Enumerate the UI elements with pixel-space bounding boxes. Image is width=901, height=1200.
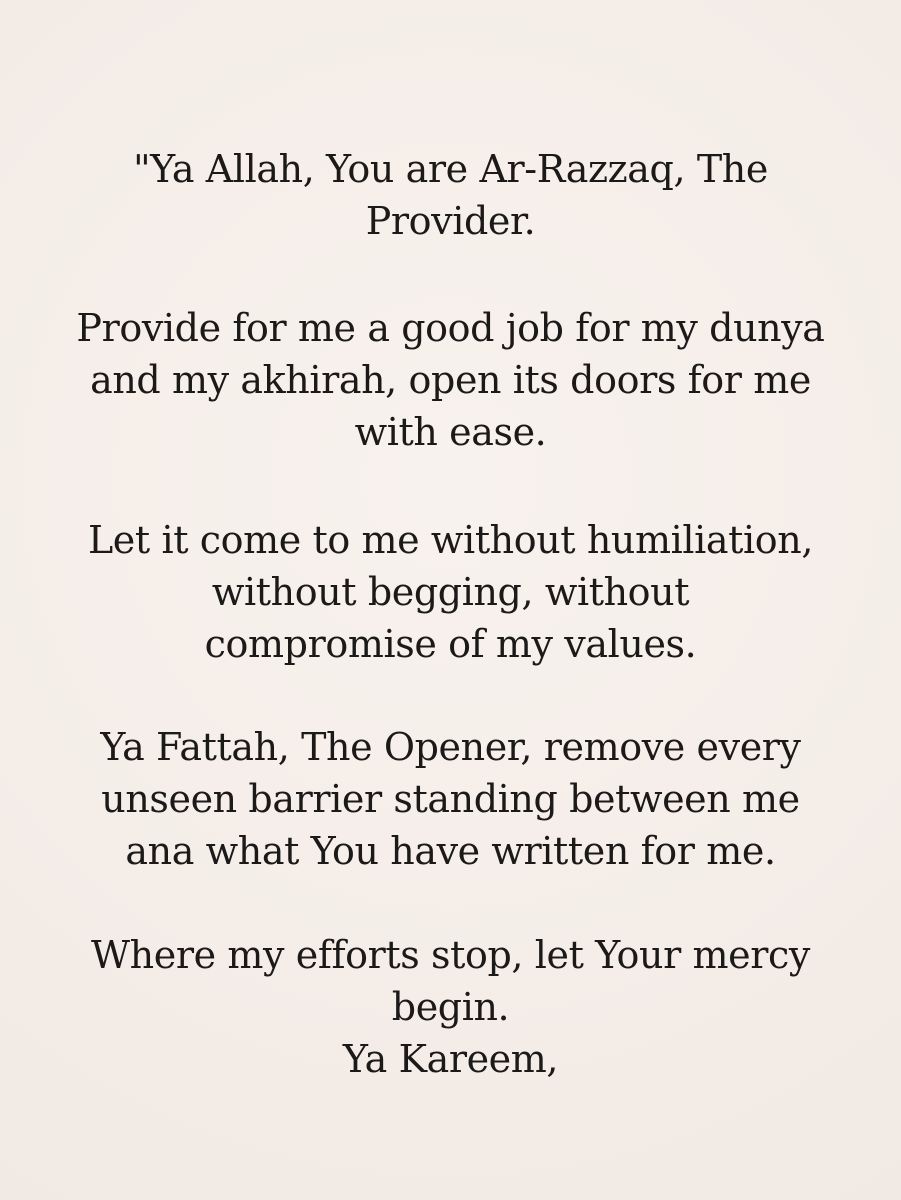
paragraph-2-line-1: Provide for me a good job for my dunya	[76, 306, 825, 350]
paragraph-5-line-2: begin.	[391, 985, 510, 1029]
paragraph-3	[0, 514, 901, 670]
paragraph-4-line-2: unseen barrier standing between me	[101, 777, 800, 821]
paragraph-2-line-2: and my akhirah, open its doors for me	[90, 358, 811, 402]
paragraph-3-line-1: Let it come to me without humiliation,	[87, 518, 814, 562]
paragraph-2	[0, 302, 901, 458]
paragraph-3-line-3: compromise of my values.	[204, 622, 697, 666]
paragraph-2-line-3: with ease.	[354, 410, 547, 454]
paragraph-5-line-1: Where my efforts stop, let Your mercy	[91, 933, 810, 977]
paragraph-1	[0, 143, 901, 247]
paragraph-1-line-1: "Ya Allah, You are Ar-Razzaq, The	[133, 147, 768, 191]
paragraph-3-line-2: without begging, without	[211, 570, 690, 614]
paragraph-4-line-3: ana what You have written for me.	[125, 829, 776, 873]
paragraph-1-line-2: Provider.	[365, 199, 536, 243]
paragraph-4-line-1: Ya Fattah, The Opener, remove every	[100, 725, 801, 769]
paragraph-5	[0, 929, 901, 1085]
paragraph-5-line-3: Ya Kareem,	[342, 1037, 559, 1081]
paragraph-4	[0, 721, 901, 877]
